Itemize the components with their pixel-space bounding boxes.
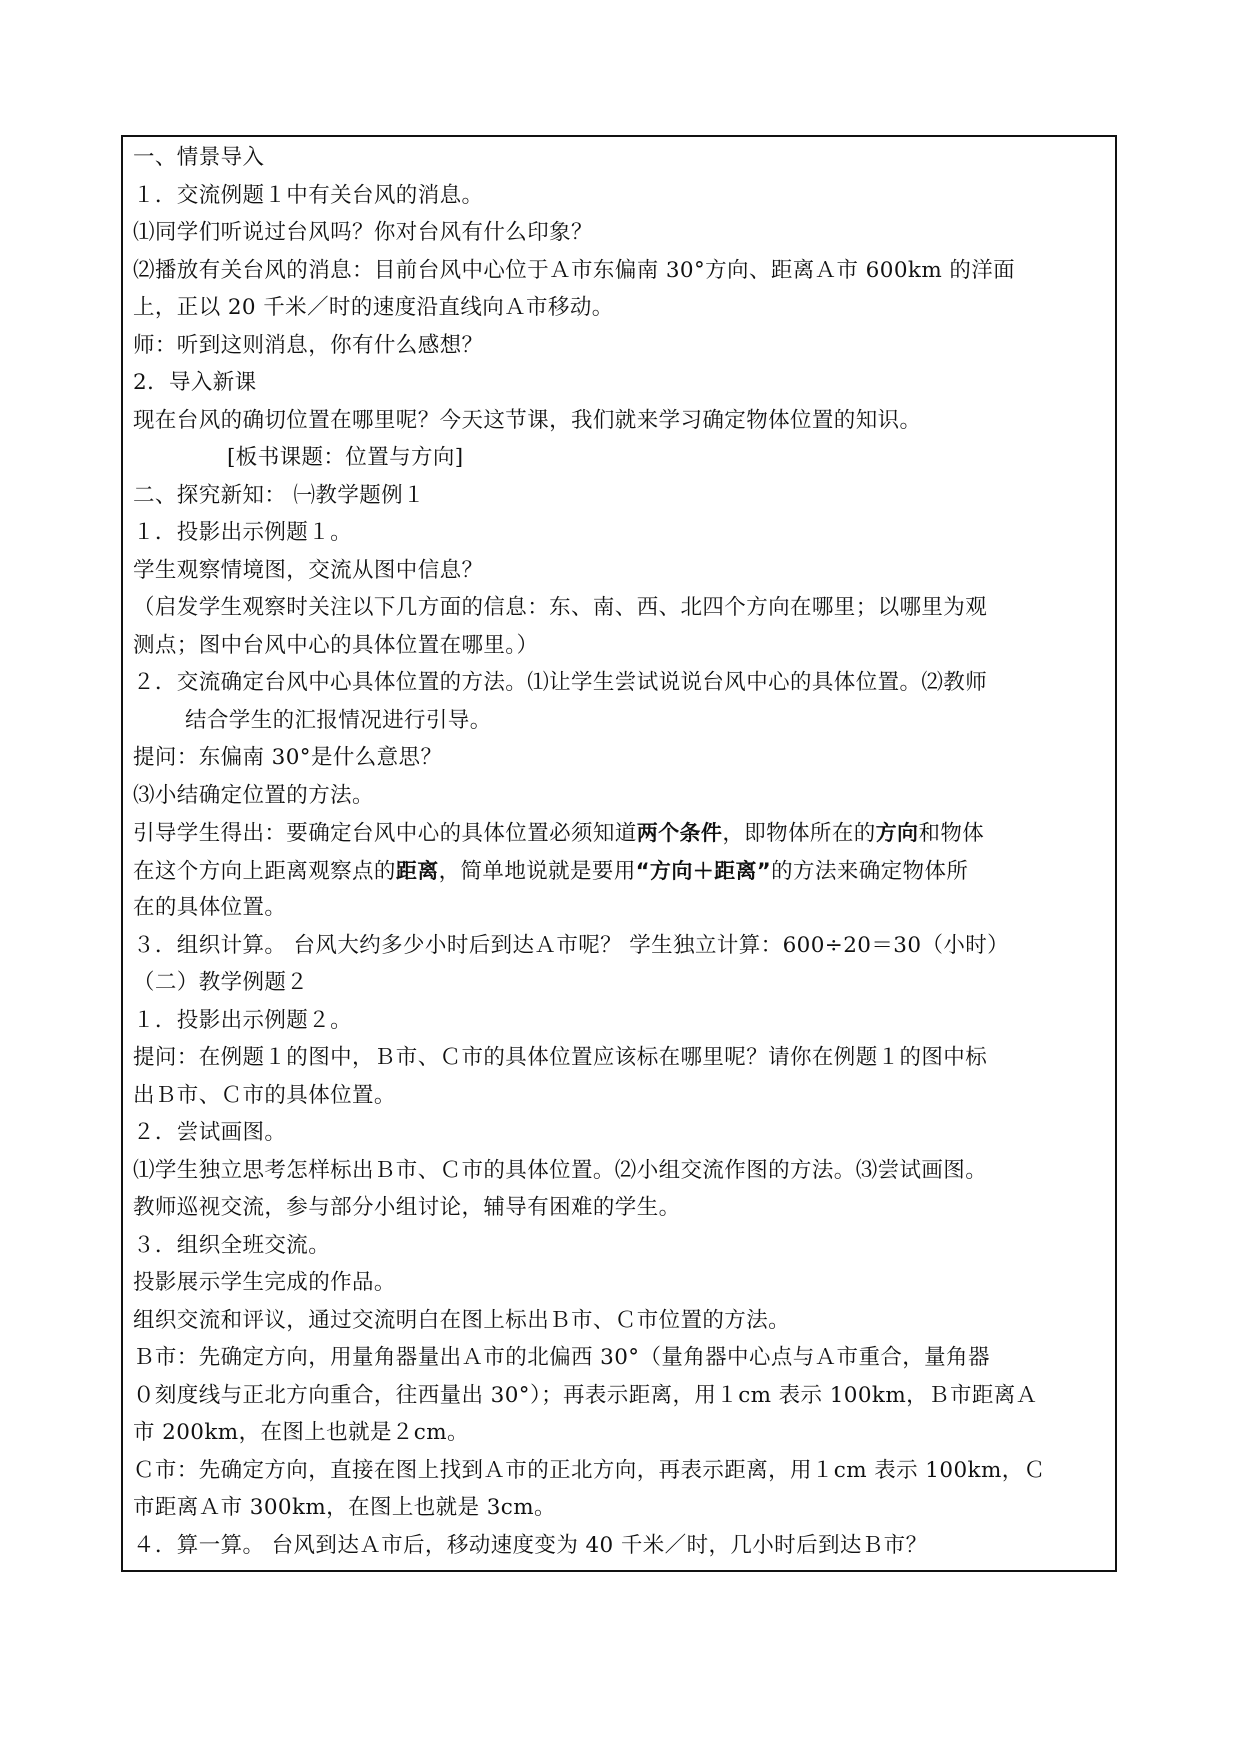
text-line: ２．交流确定台风中心具体位置的方法。⑴让学生尝试说说台风中心的具体位置。⑵教师 [133, 670, 988, 695]
text-line: 上，正以 20 千米／时的速度沿直线向Ａ市移动。 [133, 295, 614, 320]
emphasis-two-conditions: 两个条件 [636, 821, 723, 845]
section-heading-explore: 二、探究新知： ㈠教学题例１ [133, 482, 425, 508]
text-line: ３．组织计算。 台风大约多少小时后到达Ａ市呢？ 学生独立计算：600÷20＝30（小时） [133, 932, 1010, 958]
text-line: （启发学生观察时关注以下几方面的信息：东、南、西、北四个方向在哪里；以哪里为观 [133, 595, 988, 620]
text-run: ，即物体所在的 [722, 821, 876, 846]
text-run: 引导学生得出：要确定台风中心的具体位置必须知道 [133, 821, 637, 846]
text-line: 组织交流和评议，通过交流明白在图上标出Ｂ市、Ｃ市位置的方法。 [133, 1307, 791, 1333]
text-line: 提问：在例题１的图中，Ｂ市、Ｃ市的具体位置应该标在哪里呢？请你在例题１的图中标 [133, 1045, 988, 1070]
text-line: １．投影出示例题２。 [133, 1007, 353, 1033]
text-line: ０刻度线与正北方向重合，往西量出 30°）；再表示距离，用１cm 表示 100km，Ｂ市距离Ａ [133, 1382, 1038, 1408]
emphasis-direction: 方向 [875, 821, 919, 845]
emphasis-distance: 距离 [395, 858, 439, 883]
text-line: Ｃ市：先确定方向，直接在图上找到Ａ市的正北方向，再表示距离，用１cm 表示 100km，Ｃ [133, 1457, 1046, 1483]
text-line: １．投影出示例题１。 [133, 520, 353, 545]
text-line-with-emphasis [133, 852, 968, 890]
text-line: 学生观察情境图，交流从图中信息？ [133, 557, 484, 583]
board-title-line: [板书课题：位置与方向] [227, 445, 464, 470]
text-line: 提问：东偏南 30°是什么意思？ [133, 745, 443, 770]
text-run: 和物体 [918, 821, 985, 846]
text-line: ⑴学生独立思考怎样标出Ｂ市、Ｃ市的具体位置。⑵小组交流作图的方法。⑶尝试画图。 [133, 1157, 988, 1183]
text-line: 在的具体位置。 [133, 895, 287, 920]
text-line: ３．组织全班交流。 [133, 1232, 331, 1258]
text-line: 2．导入新课 [133, 370, 257, 395]
text-line: １．交流例题１中有关台风的消息。 [133, 182, 484, 208]
text-line: 结合学生的汇报情况进行引导。 [185, 707, 492, 733]
text-line: ２．尝试画图。 [133, 1120, 287, 1145]
text-line-with-emphasis [133, 814, 984, 852]
text-line: ⑶小结确定位置的方法。 [133, 782, 374, 808]
text-line: 出Ｂ市、Ｃ市的具体位置。 [133, 1082, 396, 1108]
text-line: 市 200km，在图上也就是２cm。 [133, 1420, 469, 1445]
text-line: 市距离Ａ市 300km，在图上也就是 3cm。 [133, 1495, 556, 1520]
section-heading-example-2: （二）教学例题２ [133, 970, 309, 995]
text-run: ，简单地说就是要用 [438, 858, 636, 884]
lesson-plan-table-cell [121, 135, 1117, 1572]
text-run: 在这个方向上距离观察点的 [133, 858, 396, 884]
text-line: ４．算一算。 台风到达Ａ市后，移动速度变为 40 千米／时，几小时后到达Ｂ市？ [133, 1532, 928, 1558]
text-line: 教师巡视交流，参与部分小组讨论，辅导有困难的学生。 [133, 1195, 681, 1220]
text-line: 投影展示学生完成的作品。 [133, 1270, 396, 1295]
text-line: Ｂ市：先确定方向，用量角器量出Ａ市的北偏西 30°（量角器中心点与Ａ市重合，量角器 [133, 1345, 990, 1370]
emphasis-direction-plus-distance: “方向＋距离” [635, 858, 772, 883]
text-line: ⑵播放有关台风的消息：目前台风中心位于Ａ市东偏南 30°方向、距离Ａ市 600km 的洋面 [133, 257, 1016, 283]
text-run: 的方法来确定物体所 [771, 858, 969, 884]
section-heading-scenario-intro: 一、情景导入 [133, 145, 265, 170]
text-line: 现在台风的确切位置在哪里呢？今天这节课，我们就来学习确定物体位置的知识。 [133, 407, 922, 433]
text-line: ⑴同学们听说过台风吗？你对台风有什么印象？ [133, 220, 593, 245]
text-line: 测点；图中台风中心的具体位置在哪里。） [133, 632, 539, 658]
text-line: 师：听到这则消息，你有什么感想？ [133, 332, 484, 358]
